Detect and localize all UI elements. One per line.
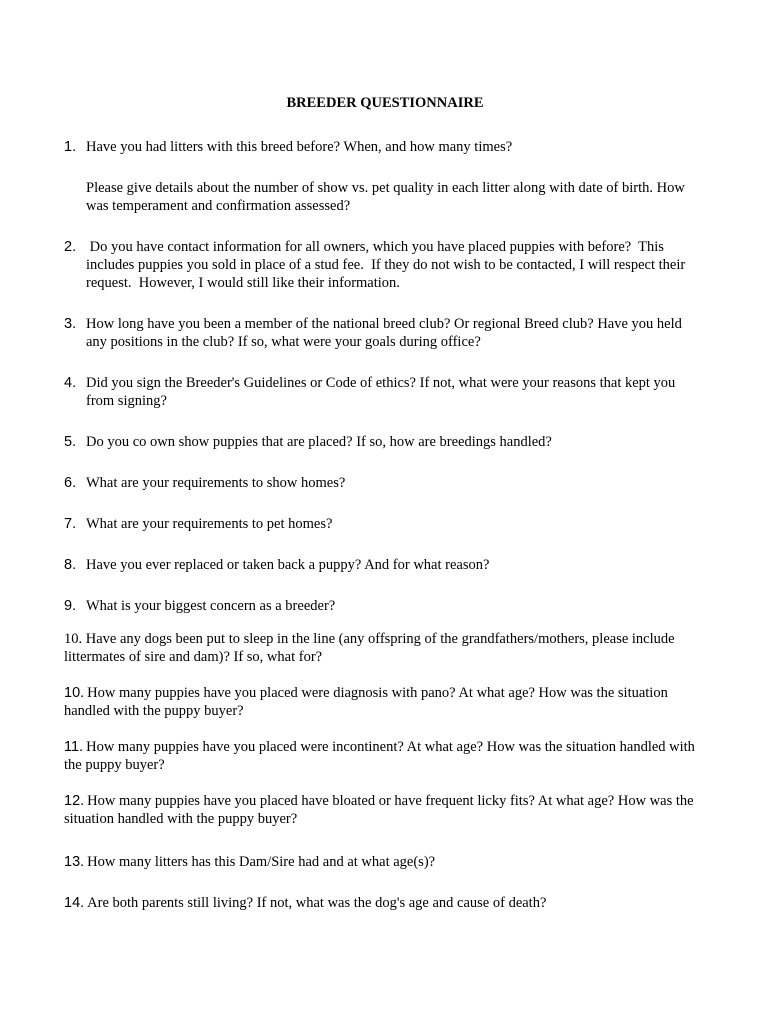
question-number: 5. [64, 434, 77, 450]
question-number: 3. [64, 316, 77, 332]
question-text: How many puppies have you placed have bloated or have frequent licky fits? At what age? How was the situation handled with the puppy buyer? [64, 793, 694, 827]
question-text: What is your biggest concern as a breeder? [86, 598, 336, 614]
question-text: How long have you been a member of the national breed club? Or regional Breed club? Have you held any positions in the club? If so, what were your goals during office? [86, 316, 682, 350]
question-detail: Please give details about the number of show vs. pet quality in each litter along with date of birth. How was temperament and confirmation assessed? [86, 180, 685, 214]
question-number: 14. [64, 895, 85, 911]
question-number: 4. [64, 375, 77, 391]
question-12 [64, 792, 704, 828]
question-13 [64, 853, 704, 871]
question-3 [64, 315, 704, 351]
question-text: Have you ever replaced or taken back a puppy? And for what reason? [86, 557, 490, 573]
document-title: BREEDER QUESTIONNAIRE [286, 95, 484, 111]
question-number: 9. [64, 598, 77, 614]
question-text: Do you co own show puppies that are placed? If so, how are breedings handled? [86, 434, 552, 450]
question-7 [64, 515, 704, 533]
question-text: How many puppies have you placed were incontinent? At what age? How was the situation handled with the puppy buyer? [64, 739, 695, 773]
question-text: How many litters has this Dam/Sire had and at what age(s)? [87, 854, 436, 870]
question-14 [64, 894, 704, 912]
question-number: 13. [64, 854, 85, 870]
question-number: 11. [64, 739, 84, 755]
question-5 [64, 433, 704, 451]
question-number: 7. [64, 516, 77, 532]
question-text: What are your requirements to pet homes? [86, 516, 333, 532]
question-number: 12. [64, 793, 85, 809]
question-text: Are both parents still living? If not, what was the dog's age and cause of death? [87, 895, 547, 911]
question-text: Have any dogs been put to sleep in the line (any offspring of the grandfathers/mothers, please include littermates of sire and dam)? If so, what for? [64, 631, 679, 665]
question-text: Do you have contact information for all owners, which you have placed puppies with before? This includes puppies you sold in place of a stud fee. If they do not wish to be contacted, I will respect their request. However, I would still like their information. [86, 239, 689, 291]
question-11 [64, 738, 704, 774]
question-1 [64, 138, 704, 215]
question-10a [64, 630, 704, 666]
question-number: 10. [64, 631, 83, 647]
question-text: Have you had litters with this breed before? When, and how many times? [86, 139, 513, 155]
question-10b [64, 684, 704, 720]
question-number: 6. [64, 475, 77, 491]
question-number: 10. [64, 685, 85, 701]
question-4 [64, 374, 704, 410]
question-8 [64, 556, 704, 574]
question-text: What are your requirements to show homes? [86, 475, 346, 491]
question-number: 8. [64, 557, 77, 573]
question-2 [64, 238, 704, 292]
question-6 [64, 474, 704, 492]
question-text: Did you sign the Breeder's Guidelines or Code of ethics? If not, what were your reasons that kept you from signing? [86, 375, 676, 409]
question-number: 2. [64, 239, 77, 255]
question-9 [64, 597, 704, 615]
question-text: How many puppies have you placed were diagnosis with pano? At what age? How was the situation handled with the puppy buyer? [64, 685, 668, 719]
question-number: 1. [64, 139, 77, 155]
